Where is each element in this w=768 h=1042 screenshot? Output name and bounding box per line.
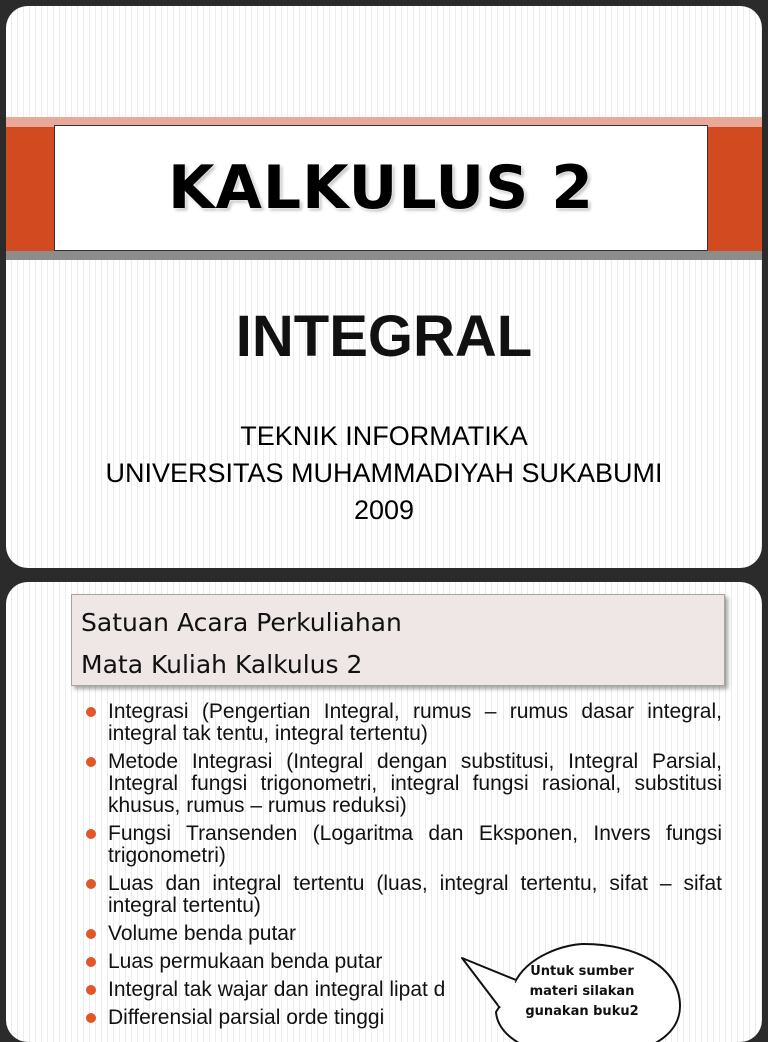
bullet-icon bbox=[86, 829, 96, 839]
syllabus-slide bbox=[6, 582, 762, 1042]
university-text: UNIVERSITAS MUHAMMADIYAH SUKABUMI bbox=[105, 458, 663, 488]
list-item bbox=[86, 873, 722, 917]
topic-text: Luas permukaan benda putar bbox=[108, 950, 383, 973]
title-band-shadow bbox=[6, 251, 762, 260]
speech-bubble bbox=[458, 940, 718, 1042]
callout-line: gunakan buku2 bbox=[525, 1004, 639, 1019]
topic-text: Differensial parsial orde tinggi bbox=[108, 1006, 385, 1029]
slide-subtitle: INTEGRAL bbox=[235, 304, 533, 369]
topic-text: Fungsi Transenden (Logaritma dan Eksponen, Invers fungsi trigonometri) bbox=[108, 822, 722, 867]
title-slide bbox=[6, 6, 762, 568]
topic-text: Volume benda putar bbox=[108, 922, 296, 945]
bullet-icon bbox=[86, 957, 96, 967]
title-box bbox=[54, 125, 708, 251]
slide-title: KALKULUS 2 bbox=[168, 153, 594, 223]
syllabus-heading-box bbox=[71, 594, 725, 686]
list-item bbox=[86, 701, 722, 745]
topic-text: Integrasi (Pengertian Integral, rumus – rumus dasar integral, integral tak tentu, integral tertentu) bbox=[108, 700, 722, 745]
bullet-icon bbox=[86, 985, 96, 995]
callout-line: Untuk sumber bbox=[530, 964, 634, 979]
callout-text bbox=[520, 962, 644, 1022]
topic-text: Metode Integrasi (Integral dengan substitusi, Integral Parsial, Integral fungsi trigonometri, integral fungsi rasional, substitusi khusus, rumus – rumus reduksi) bbox=[108, 750, 722, 817]
syllabus-heading: Satuan Acara Perkuliahan bbox=[81, 608, 402, 637]
bullet-icon bbox=[86, 929, 96, 939]
bullet-icon bbox=[86, 707, 96, 717]
topic-text: Integral tak wajar dan integral lipat d bbox=[108, 978, 446, 1001]
callout-line: materi silakan bbox=[529, 984, 635, 999]
list-item bbox=[86, 751, 722, 817]
list-item bbox=[86, 823, 722, 867]
course-name: Mata Kuliah Kalkulus 2 bbox=[81, 650, 363, 679]
department-text: TEKNIK INFORMATIKA bbox=[240, 421, 528, 451]
bullet-icon bbox=[86, 879, 96, 889]
year-text: 2009 bbox=[353, 495, 415, 525]
bullet-icon bbox=[86, 1013, 96, 1023]
bullet-icon bbox=[86, 757, 96, 767]
topic-text: Luas dan integral tertentu (luas, integral tertentu, sifat – sifat integral tertentu) bbox=[108, 872, 722, 917]
